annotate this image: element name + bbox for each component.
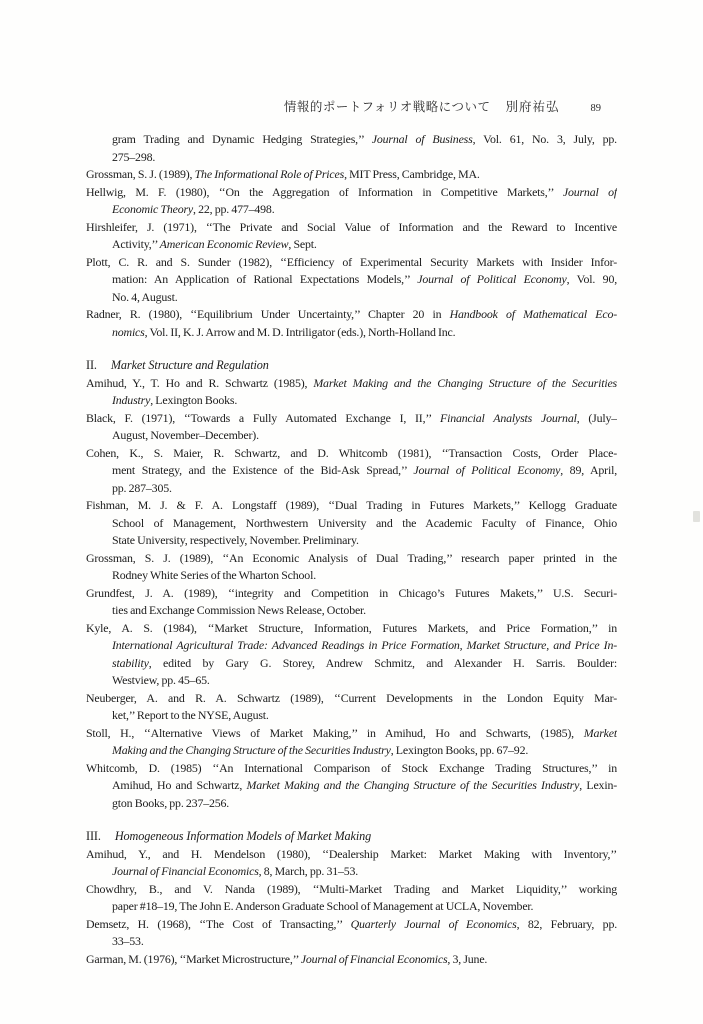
reference-entry xyxy=(86,254,617,307)
reference-line: Grossman, S. J. (1989), The Informational Role of Prices, MIT Press, Cambridge, MA. xyxy=(86,167,480,181)
reference-line: International Agricultural Trade: Advanced Readings in Price Formation, Market Structure, and Price In- xyxy=(112,638,617,652)
reference-line: Neuberger, A. and R. A. Schwartz (1989), ‘‘Current Developments in the London Equity Mar- xyxy=(86,690,617,705)
reference-line: Amihud, Y., T. Ho and R. Schwartz (1985), Market Making and the Changing Structure of the Securities xyxy=(86,375,617,390)
reference-line: Amihud, Ho and Schwartz, Market Making and the Changing Structure of the Securities Industry, Lexin- xyxy=(112,778,617,792)
reference-line: Journal of Financial Economics, 8, March, pp. 31–53. xyxy=(112,864,359,878)
reference-line: Demsetz, H. (1968), ‘‘The Cost of Transacting,’’ Quarterly Journal of Economics, 82, February, pp. xyxy=(86,916,617,931)
reference-line: Activity,’’ American Economic Review, Sept. xyxy=(112,237,317,251)
running-title: 情報的ポートフォリオ戦略について xyxy=(283,100,491,114)
reference-entry xyxy=(86,690,617,725)
reference-entry xyxy=(86,620,617,690)
section-number: III. xyxy=(86,829,101,843)
section-number: II. xyxy=(86,358,97,372)
reference-line: ket,’’ Report to the NYSE, August. xyxy=(112,708,269,722)
reference-entry xyxy=(86,445,617,498)
reference-line: pp. 287–305. xyxy=(112,480,172,495)
reference-entry xyxy=(86,951,617,969)
reference-line: Fishman, M. J. & F. A. Longstaff (1989), ‘‘Dual Trading in Futures Markets,’’ Kellogg Graduate xyxy=(86,498,617,512)
reference-line: Hirshleifer, J. (1971), ‘‘The Private and Social Value of Information and the Reward to Incentive xyxy=(86,219,617,234)
reference-line: stability, edited by Gary G. Storey, Andrew Schmitz, and Alexander H. Sarris. Boulder: xyxy=(112,655,617,670)
reference-entry xyxy=(86,760,617,813)
reference-line: Hellwig, M. F. (1980), ‘‘On the Aggregation of Information in Competitive Markets,’’ Journal of xyxy=(86,184,617,199)
reference-line: 275–298. xyxy=(112,149,156,164)
reference-line: Amihud, Y., and H. Mendelson (1980), ‘‘Dealership Market: Market Making with Inventory,’’ xyxy=(86,846,617,861)
reference-line: paper #18–19, The John E. Anderson Graduate School of Management at UCLA, November. xyxy=(112,899,534,913)
reference-entry xyxy=(86,166,617,184)
reference-line: Kyle, A. S. (1984), ‘‘Market Structure, Information, Futures Markets, and Price Formation,’’ in xyxy=(86,620,617,635)
reference-entry xyxy=(86,725,617,760)
reference-entry xyxy=(86,131,617,166)
reference-line: gram Trading and Dynamic Hedging Strategies,’’ Journal of Business, Vol. 61, No. 3, July, pp. xyxy=(112,132,617,146)
running-author: 別府祐弘 xyxy=(505,100,560,114)
page-number: 89 xyxy=(590,103,601,114)
reference-line: 33–53. xyxy=(112,934,144,948)
reference-line: Making and the Changing Structure of the Securities Industry, Lexington Books, pp. 67–92. xyxy=(112,743,529,757)
reference-line: ment Strategy, and the Existence of the Bid-Ask Spread,’’ Journal of Political Economy, 89, April, xyxy=(112,463,617,477)
reference-line: Plott, C. R. and S. Sunder (1982), ‘‘Efficiency of Experimental Security Markets with Insider Infor- xyxy=(86,254,617,269)
reference-line: Rodney White Series of the Wharton School. xyxy=(112,568,316,582)
reference-entry xyxy=(86,410,617,445)
running-header xyxy=(0,97,601,116)
reference-entry xyxy=(86,306,617,341)
section-heading xyxy=(86,828,617,846)
scan-artifact xyxy=(693,511,700,522)
reference-line: mation: An Application of Rational Expectations Models,’’ Journal of Political Economy, Vol. 90, xyxy=(112,272,617,286)
reference-line: Industry, Lexington Books. xyxy=(112,393,238,407)
reference-entry xyxy=(86,550,617,585)
reference-line: Chowdhry, B., and V. Nanda (1989), ‘‘Multi-Market Trading and Market Liquidity,’’ working xyxy=(86,881,617,896)
reference-line: August, November–December). xyxy=(112,428,259,442)
reference-entry xyxy=(86,916,617,951)
reference-line: Cohen, K., S. Maier, R. Schwartz, and D. Whitcomb (1981), ‘‘Transaction Costs, Order Place- xyxy=(86,445,617,460)
reference-line: Radner, R. (1980), ‘‘Equilibrium Under Uncertainty,’’ Chapter 20 in Handbook of Mathematical Eco- xyxy=(86,307,617,321)
reference-line: Economic Theory, 22, pp. 477–498. xyxy=(112,202,275,216)
reference-line: Westview, pp. 45–65. xyxy=(112,673,210,687)
reference-line: Garman, M. (1976), ‘‘Market Microstructure,’’ Journal of Financial Economics, 3, June. xyxy=(86,951,488,966)
reference-line: Black, F. (1971), ‘‘Towards a Fully Automated Exchange I, II,’’ Financial Analysts Journal, (July– xyxy=(86,410,617,425)
reference-entry xyxy=(86,846,617,881)
reference-entry xyxy=(86,881,617,916)
reference-line: Grossman, S. J. (1989), ‘‘An Economic Analysis of Dual Trading,’’ research paper printed in the xyxy=(86,550,617,565)
reference-line: Grundfest, J. A. (1989), ‘‘integrity and Competition in Chicago’s Futures Makets,’’ U.S. Securi- xyxy=(86,585,617,600)
reference-line: School of Management, Northwestern University and the Academic Faculty of Finance, Ohio xyxy=(112,515,617,530)
reference-list xyxy=(86,131,617,968)
reference-entry xyxy=(86,497,617,550)
section-title: Market Structure and Regulation xyxy=(110,358,269,372)
reference-entry xyxy=(86,585,617,620)
section-heading xyxy=(86,357,617,375)
reference-entry xyxy=(86,184,617,219)
section-title: Homogeneous Information Models of Market Making xyxy=(114,829,372,843)
reference-line: ties and Exchange Commission News Release, October. xyxy=(112,603,366,617)
reference-line: gton Books, pp. 237–256. xyxy=(112,795,230,810)
reference-entry xyxy=(86,219,617,254)
reference-line: Stoll, H., ‘‘Alternative Views of Market Making,’’ in Amihud, Ho and Schwarts, (1985), Market xyxy=(86,725,617,740)
reference-line: No. 4, August. xyxy=(112,289,178,304)
reference-line: State University, respectively, November. Preliminary. xyxy=(112,533,359,547)
reference-line: nomics, Vol. II, K. J. Arrow and M. D. Intriligator (eds.), North-Holland Inc. xyxy=(112,324,456,339)
reference-entry xyxy=(86,375,617,410)
reference-line: Whitcomb, D. (1985) ‘‘An International Comparison of Stock Exchange Trading Structures,’’ in xyxy=(86,760,617,775)
